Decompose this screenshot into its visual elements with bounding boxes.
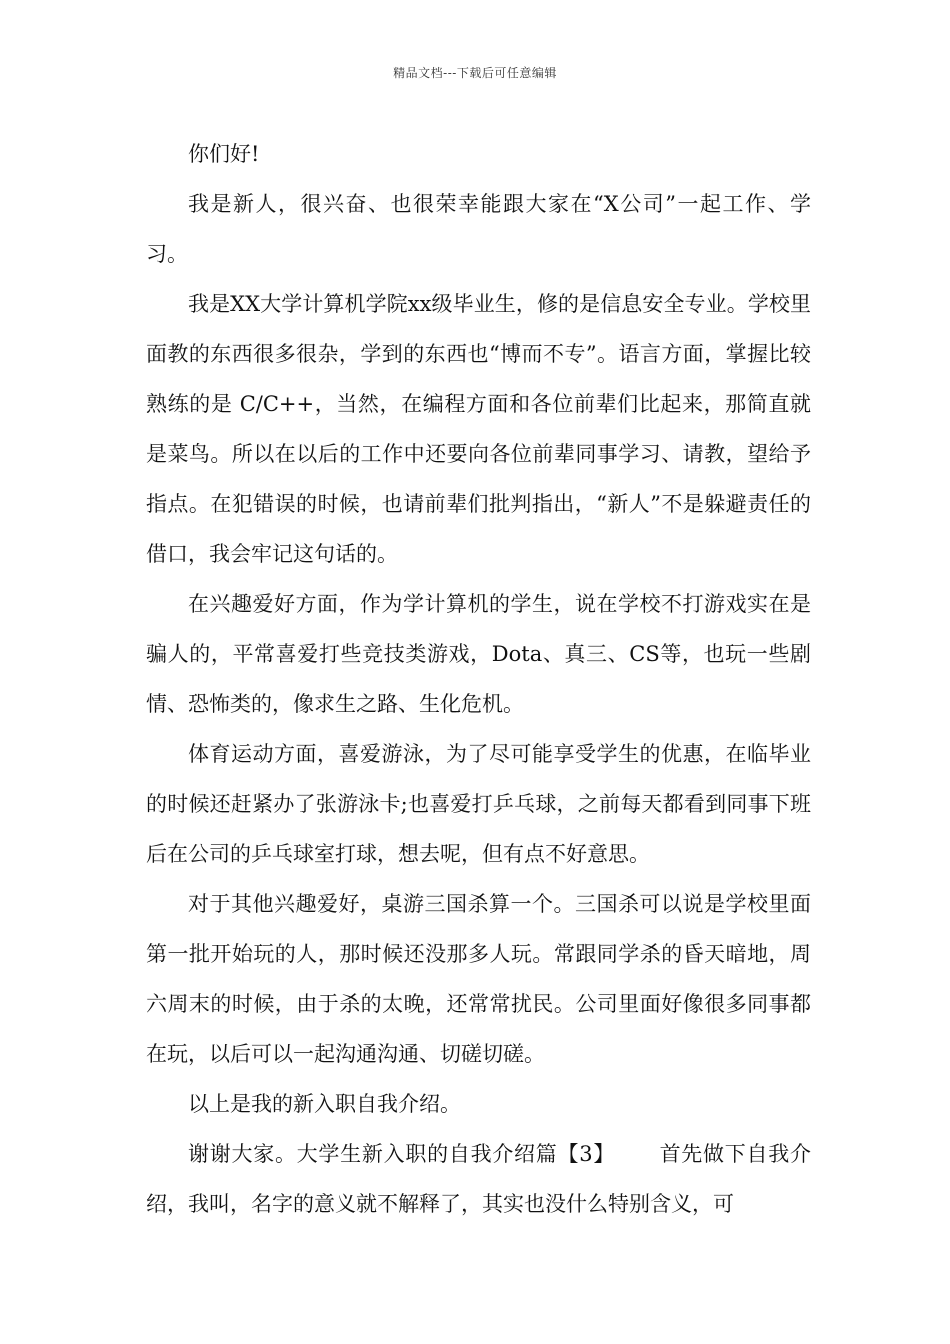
paragraph-education: 我是XX大学计算机学院xx级毕业生，修的是信息安全专业。学校里面教的东西很多很杂，学到的东西也“博而不专”。语言方面，掌握比较熟练的是 C/C++，当然，在编程方面和各位前辈们比起来，那简直就是菜鸟。所以在以后的工作中还要向各位前辈同事学习、请教，望给予指点。在犯错误的时候，也请前辈们批判指出，“新人”不是躲避责任的借口，我会牢记这句话的。 xyxy=(146,292,811,566)
paragraph-intro: 我是新人，很兴奋、也很荣幸能跟大家在“X公司”一起工作、学习。 xyxy=(146,192,811,266)
paragraph-next-section: 谢谢大家。大学生新入职的自我介绍篇【3】 首先做下自我介绍，我叫，名字的意义就不解释了，其实也没什么特别含义，可 xyxy=(146,1142,811,1216)
page-header: 精品文档---下载后可任意编辑 xyxy=(393,66,557,80)
document-body xyxy=(146,129,811,1229)
paragraph-greeting: 你们好! xyxy=(188,142,260,166)
paragraph-boardgames: 对于其他兴趣爱好，桌游三国杀算一个。三国杀可以说是学校里面第一批开始玩的人，那时候还没那多人玩。常跟同学杀的昏天暗地，周六周末的时候，由于杀的太晚，还常常扰民。公司里面好像很多同事都在玩，以后可以一起沟通沟通、切磋切磋。 xyxy=(146,892,811,1066)
paragraph-closing: 以上是我的新入职自我介绍。 xyxy=(188,1092,461,1116)
paragraph-sports: 体育运动方面，喜爱游泳，为了尽可能享受学生的优惠，在临毕业的时候还赶紧办了张游泳卡;也喜爱打乒乓球，之前每天都看到同事下班后在公司的乒乓球室打球，想去呢，但有点不好意思。 xyxy=(146,742,811,866)
paragraph-games: 在兴趣爱好方面，作为学计算机的学生，说在学校不打游戏实在是骗人的，平常喜爱打些竞技类游戏，Dota、真三、CS等，也玩一些剧情、恐怖类的，像求生之路、生化危机。 xyxy=(146,592,811,716)
